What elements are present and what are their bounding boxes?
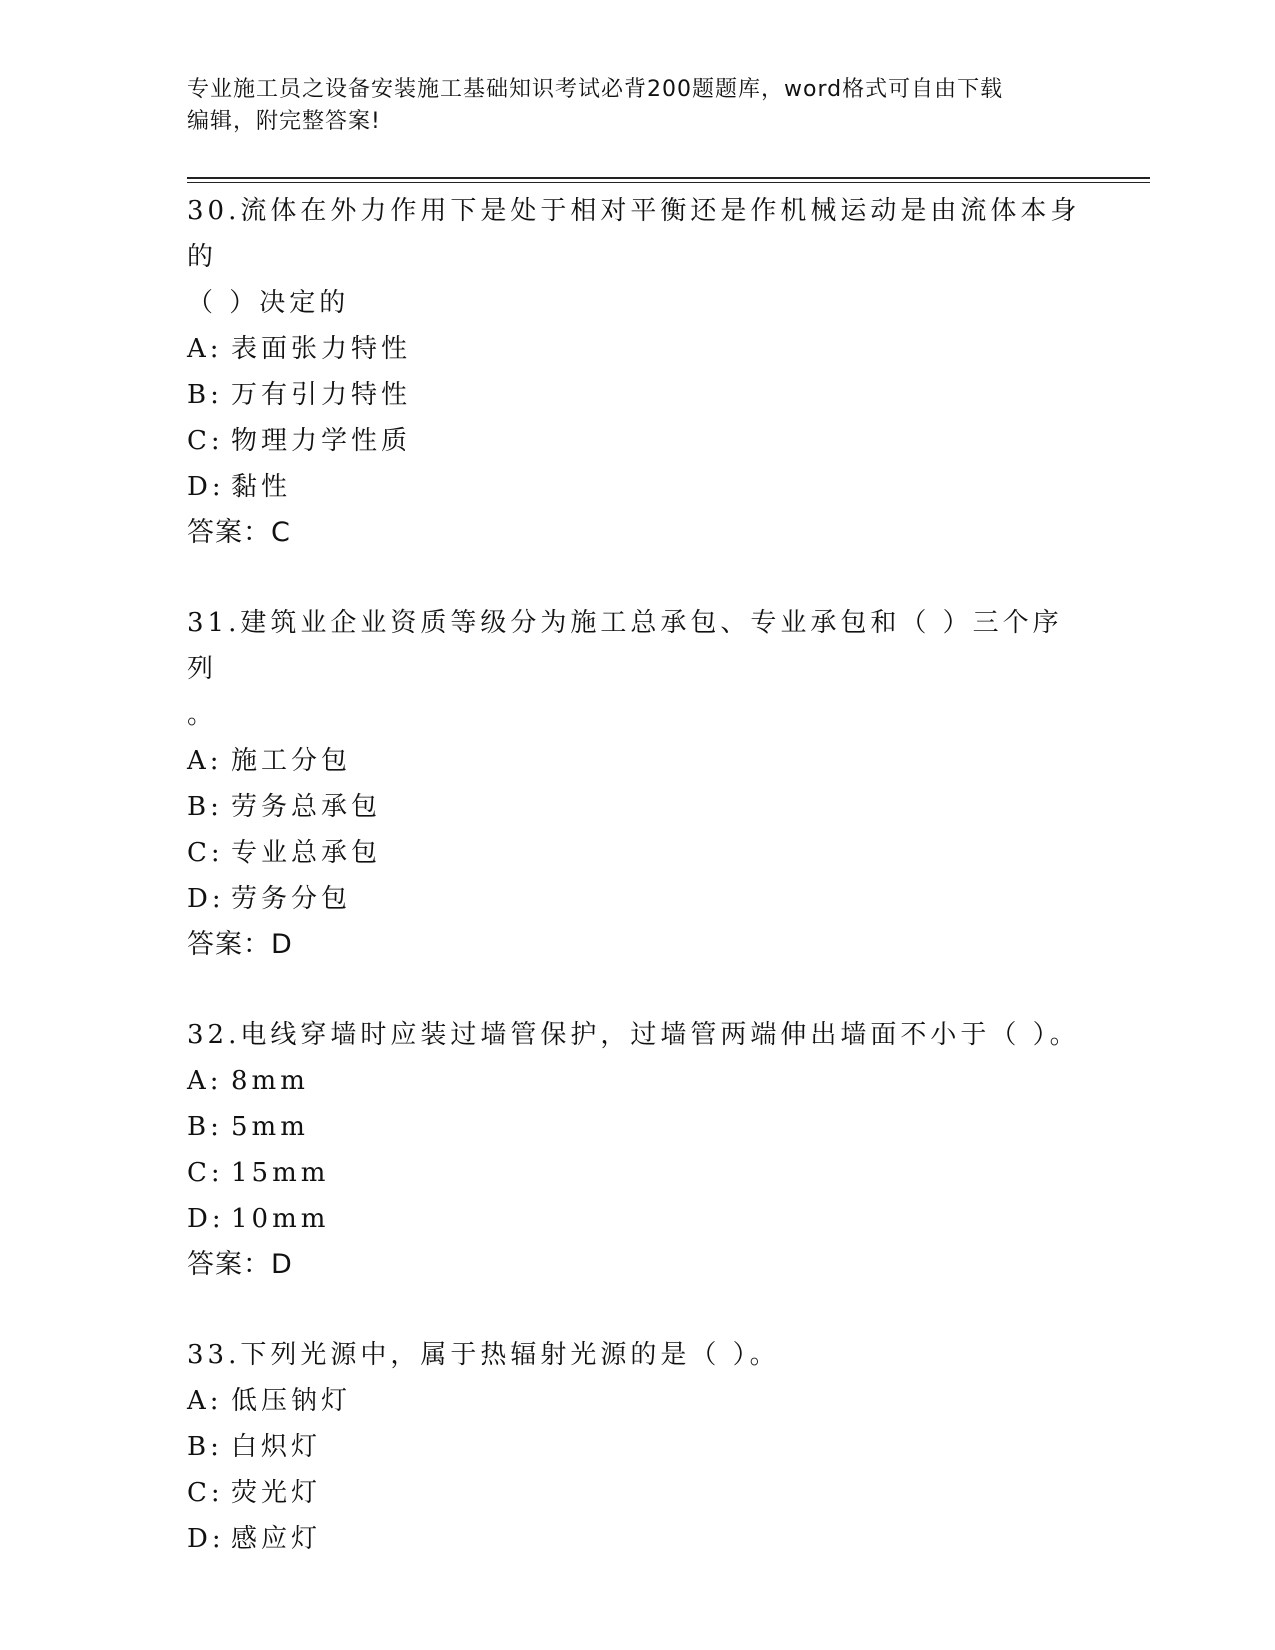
question-text-line-1: 30.流体在外力作用下是处于相对平衡还是作机械运动是由流体本身的 [187, 196, 1081, 272]
option-text: 感应灯 [231, 1524, 322, 1554]
option-d [187, 464, 1087, 510]
option-c [187, 418, 1087, 464]
question-30 [187, 188, 1087, 556]
option-a [187, 1378, 1087, 1424]
option-b [187, 1104, 1087, 1150]
option-d [187, 1516, 1087, 1562]
option-b [187, 372, 1087, 418]
question-32 [187, 1012, 1087, 1288]
option-letter: C: [187, 1478, 224, 1508]
option-c [187, 1470, 1087, 1516]
header-line-2: 编辑，附完整答案! [187, 109, 381, 134]
option-a [187, 326, 1087, 372]
option-c [187, 1150, 1087, 1196]
answer-line: 答案：D [187, 929, 293, 960]
option-text: 施工分包 [231, 746, 352, 776]
option-letter: D: [187, 884, 225, 914]
option-text: 劳务分包 [231, 884, 352, 914]
option-letter: C: [187, 1158, 224, 1188]
header-rule-thick [187, 177, 1150, 179]
option-text: 万有引力特性 [231, 380, 412, 410]
option-text: 低压钠灯 [231, 1386, 352, 1416]
option-text: 荧光灯 [231, 1478, 322, 1508]
option-letter: B: [187, 792, 223, 822]
question-list [187, 188, 1087, 1606]
option-text: 15mm [231, 1158, 330, 1188]
option-text: 专业总承包 [231, 838, 382, 868]
option-letter: D: [187, 472, 225, 502]
option-text: 劳务总承包 [231, 792, 382, 822]
option-b [187, 784, 1087, 830]
option-text: 5mm [231, 1112, 309, 1142]
option-letter: B: [187, 380, 223, 410]
answer-line: 答案：C [187, 517, 291, 548]
answer-line: 答案：D [187, 1249, 293, 1280]
option-letter: A: [187, 1386, 223, 1416]
question-33 [187, 1332, 1087, 1562]
header-line-1: 专业施工员之设备安装施工基础知识考试必背200题题库，word格式可自由下载 [187, 77, 1004, 102]
question-text-line-1: 32.电线穿墙时应装过墙管保护，过墙管两端伸出墙面不小于（ ）。 [187, 1020, 1080, 1050]
option-text: 8mm [231, 1066, 309, 1096]
option-a [187, 1058, 1087, 1104]
question-text-line-1: 31.建筑业企业资质等级分为施工总承包、专业承包和（ ）三个序列 [187, 608, 1063, 684]
option-a [187, 738, 1087, 784]
question-31 [187, 600, 1087, 968]
option-letter: B: [187, 1112, 223, 1142]
option-letter: D: [187, 1204, 225, 1234]
option-text: 10mm [231, 1204, 330, 1234]
option-letter: A: [187, 334, 223, 364]
option-c [187, 830, 1087, 876]
question-text-line-2: （ ）决定的 [187, 288, 350, 318]
header-rule-thin [187, 182, 1150, 183]
question-text-line-2: 。 [187, 700, 218, 730]
option-letter: C: [187, 838, 224, 868]
option-letter: D: [187, 1524, 225, 1554]
option-b [187, 1424, 1087, 1470]
option-letter: C: [187, 426, 224, 456]
option-letter: A: [187, 1066, 223, 1096]
question-text-line-1: 33.下列光源中，属于热辐射光源的是（ ）。 [187, 1340, 780, 1370]
option-text: 白炽灯 [231, 1432, 322, 1462]
option-letter: B: [187, 1432, 223, 1462]
option-text: 表面张力特性 [231, 334, 412, 364]
option-text: 黏性 [231, 472, 292, 502]
option-text: 物理力学性质 [231, 426, 412, 456]
option-d [187, 876, 1087, 922]
document-header [187, 74, 1087, 138]
option-d [187, 1196, 1087, 1242]
option-letter: A: [187, 746, 223, 776]
